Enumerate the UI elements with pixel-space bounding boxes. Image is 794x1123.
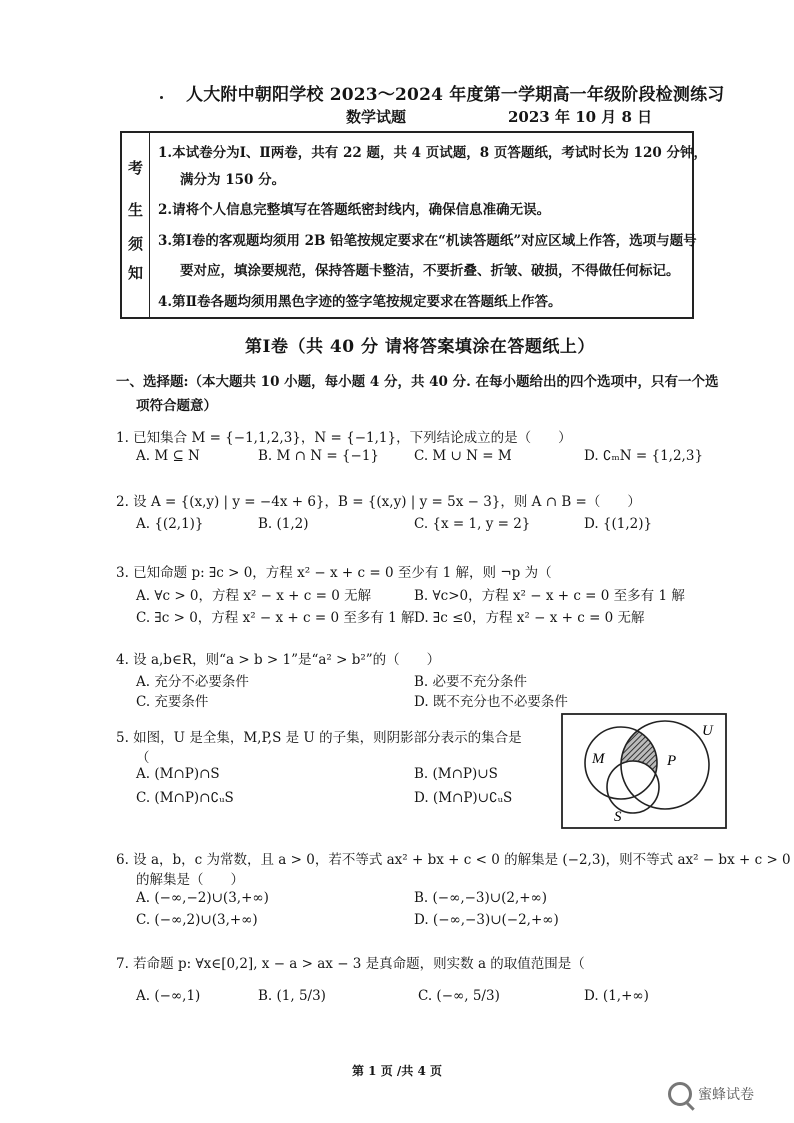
question-4-option-a: A. 充分不必要条件: [136, 674, 249, 690]
watermark-logo: [668, 1076, 788, 1112]
question-1-option-d: D. ∁ₘN = {1,2,3}: [584, 448, 704, 464]
question-7-option-d: D. (1,+∞): [584, 988, 649, 1004]
question-1-stem: 1. 已知集合 M = {−1,1,2,3}，N = {−1,1}，下列结论成立的是（ ）: [116, 430, 572, 446]
section-instructions: 一、选择题:（本大题共 10 小题，每小题 4 分，共 40 分. 在每小题给出的四个选项中，只有一个选: [116, 374, 719, 390]
exam-title: 人大附中朝阳学校 2023～2024 年度第一学期高一年级阶段检测练习: [186, 85, 725, 105]
notice-item-2: 2.请将个人信息完整填写在答题纸密封线内，确保信息准确无误。: [158, 202, 551, 218]
question-2-option-c: C. {x = 1, y = 2}: [414, 516, 531, 532]
question-1-option-c: C. M ∪ N = M: [414, 448, 512, 464]
question-3-option-c: C. ∃c > 0，方程 x² − x + c = 0 至多有 1 解: [136, 610, 415, 626]
question-4-option-d: D. 既不充分也不必要条件: [414, 694, 568, 710]
notice-item-1-cont: 满分为 150 分。: [180, 172, 286, 188]
page-number: 第 1 页 /共 4 页: [352, 1064, 442, 1078]
question-3-option-d: D. ∃c ≤0，方程 x² − x + c = 0 无解: [414, 610, 645, 626]
question-7-stem: 7. 若命题 p: ∀x∈[0,2], x − a > ax − 3 是真命题，则实数 a 的取值范围是（: [116, 956, 585, 972]
question-3-stem: 3. 已知命题 p: ∃c > 0，方程 x² − x + c = 0 至少有 1 解，则 ¬p 为（: [116, 565, 552, 581]
question-4-stem: 4. 设 a,b∈R，则“a > b > 1”是“a² > b²”的（ ）: [116, 652, 441, 668]
question-5-stem-cont: （: [136, 750, 150, 766]
question-5-option-c: C. (M∩P)∩∁ᵤS: [136, 790, 234, 806]
venn-label-m: M: [592, 751, 605, 767]
question-6-stem-cont: 的解集是（ ）: [136, 872, 244, 888]
notice-box: [120, 131, 707, 319]
notice-item-3: 3.第Ⅰ卷的客观题均须用 2B 铅笔按规定要求在“机读答题纸”对应区域上作答，选项与题号: [158, 233, 697, 249]
question-5-option-b: B. (M∩P)∪S: [414, 766, 498, 782]
question-4-option-c: C. 充要条件: [136, 694, 209, 710]
question-2-option-a: A. {(2,1)}: [136, 516, 204, 532]
question-2-option-d: D. {(1,2)}: [584, 516, 653, 532]
section-title: 第Ⅰ卷（共 40 分 请将答案填涂在答题纸上）: [245, 337, 595, 357]
question-1-option-a: A. M ⊆ N: [136, 448, 200, 464]
notice-side-char: 知: [128, 264, 144, 282]
question-3-option-b: B. ∀c>0，方程 x² − x + c = 0 至多有 1 解: [414, 588, 685, 604]
question-1-option-b: B. M ∩ N = {−1}: [258, 448, 380, 464]
magnifier-icon: [668, 1082, 692, 1106]
exam-subject: 数学试题: [346, 108, 407, 126]
question-3-option-a: A. ∀c > 0，方程 x² − x + c = 0 无解: [136, 588, 372, 604]
notice-side-char: 考: [128, 159, 144, 177]
question-5-option-d: D. (M∩P)∪∁ᵤS: [414, 790, 513, 806]
question-2-option-b: B. (1,2): [258, 516, 309, 532]
question-2-stem: 2. 设 A = {(x,y) | y = −4x + 6}，B = {(x,y) | y = 5x − 3}，则 A ∩ B =（ ）: [116, 494, 641, 510]
question-6-option-d: D. (−∞,−3)∪(−2,+∞): [414, 912, 559, 928]
question-6-option-c: C. (−∞,2)∪(3,+∞): [136, 912, 258, 928]
notice-side-char: 须: [128, 235, 144, 253]
venn-label-u: U: [702, 723, 713, 739]
question-6-stem: 6. 设 a，b，c 为常数，且 a > 0，若不等式 ax² + bx + c < 0 的解集是 (−2,3)，则不等式 ax² − bx + c > 0: [116, 852, 791, 868]
venn-label-s: S: [614, 809, 622, 825]
question-6-option-a: A. (−∞,−2)∪(3,+∞): [136, 890, 269, 906]
question-7-option-a: A. (−∞,1): [136, 988, 201, 1004]
notice-side-label: [122, 133, 150, 317]
section-instructions-cont: 项符合题意）: [136, 398, 217, 414]
exam-date: 2023 年 10 月 8 日: [508, 108, 653, 126]
stray-dot: [160, 96, 163, 99]
notice-item-1: 1.本试卷分为Ⅰ、Ⅱ两卷，共有 22 题，共 4 页试题，8 页答题纸，考试时长为 120 分钟，: [158, 145, 707, 161]
question-5-stem: 5. 如图，U 是全集，M,P,S 是 U 的子集，则阴影部分表示的集合是: [116, 730, 522, 746]
question-4-option-b: B. 必要不充分条件: [414, 674, 528, 690]
notice-item-3-cont: 要对应，填涂要规范，保持答题卡整洁，不要折叠、折皱、破损，不得做任何标记。: [180, 263, 680, 279]
notice-side-char: 生: [128, 201, 144, 219]
watermark-text: 蜜蜂试卷: [698, 1087, 754, 1103]
notice-item-4: 4.第Ⅱ卷各题均须用黑色字迹的签字笔按规定要求在答题纸上作答。: [158, 294, 562, 310]
venn-diagram: [561, 713, 727, 829]
question-7-option-c: C. (−∞, 5/3): [418, 988, 500, 1004]
question-6-option-b: B. (−∞,−3)∪(2,+∞): [414, 890, 548, 906]
venn-label-p: P: [667, 753, 677, 769]
question-5-option-a: A. (M∩P)∩S: [136, 766, 220, 782]
question-7-option-b: B. (1, 5/3): [258, 988, 326, 1004]
